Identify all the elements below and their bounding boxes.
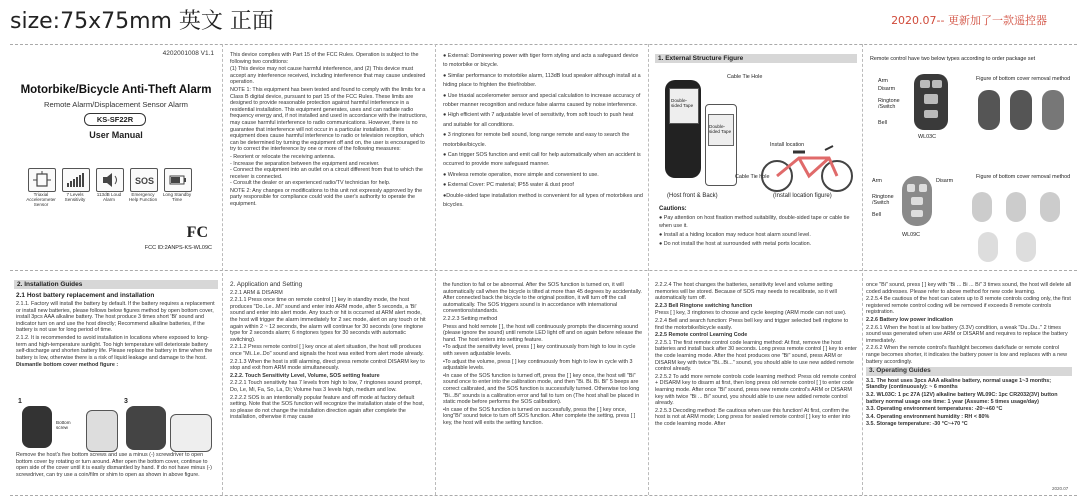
dismantle-instructions — [16, 452, 216, 479]
installation-heading: 2. Installation Guides — [14, 280, 218, 289]
operating-guides-heading: 3. Operating Guides — [866, 367, 1072, 376]
r1-open-step-3 — [1042, 90, 1064, 130]
page-size-title: size:75x75mm 英文 正面 — [10, 9, 274, 34]
fcc-p1: This device complies with Part 15 of the FCC Rules. Operation is subject to the following two conditions: — [230, 52, 419, 65]
guide-item: 3.1. The host uses 3pcs AAA alkaline battery, normal usage 1~3 months; Standby (continuously): ~ 6 months — [866, 377, 1052, 391]
bottom-band-border — [10, 495, 1077, 496]
setting-method-heading: 2.2.2.3 Setting method — [443, 315, 498, 322]
feature-item: ● External: Domineering power with tiger form styling and acts a safeguard device to motorbike or bicycle. — [443, 53, 639, 69]
sos-icon — [130, 168, 158, 192]
cable-tie-hole-bottom: Cable Tie hole — [735, 174, 770, 180]
col3-p6: •In case of the SOS function is turned on successfully, press the [ ] key once, long"Bi" sound twice to turn off SOS function. After complete the setting, press [ ] key, the host will exits the setting function. — [443, 406, 636, 426]
host-bottom-figure — [22, 406, 52, 448]
panel-divider-3 — [648, 44, 649, 495]
r1-bell-label: Bell — [878, 120, 887, 126]
caption-install: (Install location figure) — [773, 193, 832, 199]
fcc-m1: - Reorient or relocate the receiving antenna. — [230, 153, 336, 160]
r2-open-step-1 — [972, 192, 992, 222]
top-band-border — [10, 44, 1077, 45]
fcc-statement — [230, 52, 430, 209]
loud-alarm-icon-label: 113dB Loud Alarm — [96, 192, 122, 202]
r2-figure-note: Figure of bottom cover removal method — [976, 174, 1071, 180]
structure-heading: 1. External Structure Figure — [655, 54, 857, 63]
dismantle-caption: Dismantle bottom cover method figure : — [16, 362, 119, 369]
fcc-m3: - Connect the equipment into an outlet on a circuit different from that to which the receiver is connected. — [230, 167, 423, 180]
print-date: 2020.07 — [1052, 486, 1069, 491]
caution-item: ● Do not install the host at surrounded with metal ports location. — [659, 241, 812, 247]
double-tape-label-1: Double-sided Tape — [671, 98, 694, 108]
figure-step-1: 1 — [18, 398, 22, 405]
col5-p2: 2.2.5.4 Be cautious of the host can caters up to 8 remote controls coding only, the first registered remote control coding will be removed if exceeds 8 remote controls registration. — [866, 296, 1071, 316]
feature-item: ● High efficient with 7 adjustable level of sensitivity, from soft touch to push heat and suitable for all conditions. — [443, 112, 634, 128]
r2-disarm-label: Disarm — [936, 178, 954, 184]
feature-item: ● Wireless remote operation, more simple and convenient to use. — [443, 171, 599, 178]
r2-arm-label: Arm — [872, 178, 882, 184]
col5-p1: once "Bi" sound, press [ ] key with "Bi ... Bi ... Bi" 3 times sound, the host will delete all coded addresses. Please refer to above method for new code learning. — [866, 282, 1072, 295]
remote-wl09c-bell-button — [911, 210, 923, 217]
standby-icon — [164, 168, 192, 192]
install-p1: 2.1.1. Factory will install the battery by default. If the battery requires a replacement or install new batteries, please follows below figures method by open bottom cover, install 3pcs AAA alkaline battery. The host produce 3 times short 'Bi' sound and indicator turn on and use the host directly; Recommend alkaline batteries, if the battery is not use for long period of time. — [16, 301, 215, 334]
col5-p3: 2.2.6.1 When the host is at low battery (3.3V) condition, a weak "Du..Du.." 2 times sound was generated when use ARM or DISARM and requires to replace the battery immediately. — [866, 324, 1068, 344]
remote-wl09c-arm-button — [907, 184, 915, 192]
r2-model: WL09C — [902, 232, 920, 238]
standby-icon-label: Long Standby Time — [162, 192, 192, 202]
r2-open-step-4 — [978, 232, 998, 262]
remote-wl09c-ringtone-button — [911, 197, 923, 205]
col4-p5: 2.2.5.2 To add more remote controls code learning method: Press old remote control + DISARM key to disarm at first, then long press old remote control [ ] to enter code learning mode. After once "Bi" sound, press new remote control's ARM or DISARM key with twice "Bi ... Bi" sound, you should able to use new added remote control already. — [655, 373, 857, 407]
guide-item: 3.5. Storage temperature: -30 °C~+70 °C — [866, 421, 968, 428]
fcc-m4: - Consult the dealer or an experienced radio/TV technician for help. — [230, 180, 391, 187]
col4-p4: 2.2.5.1 The first remote control code learning method: At first, remove the host batteries and install back after 30 seconds. Long press remote control [ ] key to enter the code learning mode. After the host produces one "Bi" sound, press ARM or DISARM key with twice "Bi...Bi..." sound, you should able to use new added remote control already. — [655, 339, 857, 373]
install-text — [16, 301, 216, 370]
r2-bell-label: Bell — [872, 212, 881, 218]
product-code: 4202001008 V1.1 — [162, 50, 214, 57]
learning-code-heading: 2.2.5 Remote control Learning Code — [655, 332, 748, 339]
feature-item: ● Similar performance to motorbike alarm, 113dB loud speaker although install at a hiding place to frighten the thief/robber. — [443, 72, 641, 89]
features-list — [443, 52, 643, 212]
settings-panel — [443, 282, 643, 427]
fcc-p4: NOTE 2: Any changes or modifications to this unit not expressly approved by the party responsible for compliance could void the user's authority to operate the equipment. — [230, 187, 423, 208]
feature-item: ● External Cover: PC material; IP55 water & dust proof — [443, 182, 574, 189]
fcc-p3: NOTE 1: This equipment has been tested and found to comply with the limits for a Class B digital device, pursuant to part 15 of the FCC Rules. These limits are designed to provide reasonable protection against harmful interference in a residential installation. This equipment generates, uses and can radiate radio frequency energy and, if not installed and used in accordance with the instructions, may cause harmful interference to radio communications. However, there is no guarantee that interference will not occur in a particular installation. If this equipment does cause harmful interference to radio or television reception, which can be determined by turning the equipment off and on, the user is encouraged to try to correct the interference by one or more of the following measures: — [230, 86, 428, 153]
application-heading: 2. Application and Setting — [230, 281, 303, 288]
cover-panel — [14, 46, 218, 268]
install-p3: Remove the host's five bottom screws and use a minus (-) screwdriver to open bottom cover by rotating or turn around. After open the bottom cover, continue to open side of the cover until it is easily dismantled by hand. If do not have minus (-) screwdriver, can try use a coin/film or shim to open as shown in above figure. — [16, 452, 212, 478]
battery-compartment-figure — [170, 414, 212, 452]
screwdriver-step-figure — [86, 410, 118, 452]
fcc-p2: (1) This device may not cause harmful interference, and (2) This device must accept any interference received, including interference that may cause undesired operation. — [230, 66, 426, 86]
fcc-id: FCC ID:2ANPS-KS-WL09C — [144, 245, 212, 251]
installation-panel — [14, 280, 218, 492]
cautions-title: Cautions: — [659, 206, 687, 212]
arm-disarm-heading: 2.2.1 ARM & DISARM — [230, 289, 283, 296]
open-cover-figure — [126, 406, 166, 450]
panel-divider-4 — [862, 44, 863, 495]
application-panel — [230, 282, 430, 422]
feature-item: ● 3 ringtones for remote bell sound, long range remote and easy to search the motorbike/bicycle. — [443, 132, 630, 148]
caution-item: ● Install at a hiding location may reduce host alarm sound level. — [659, 232, 811, 238]
bottom-screw-label: Bottom screw — [56, 420, 71, 430]
remotes-intro: Remote control have two below types according to order package set — [870, 56, 1036, 62]
guide-item: 3.3. Operating environment temperatures: -20~+60 °C — [866, 406, 1003, 413]
install-location-label: Install location — [770, 142, 805, 148]
loud-alarm-icon — [96, 168, 124, 192]
r1-figure-note: Figure of bottom cover removal method — [976, 76, 1071, 82]
sensitivity-icon-label: 7 Levels Sensitivity — [64, 192, 86, 202]
figure-step-3: 3 — [124, 398, 128, 405]
col4-p1: 2.2.2.4 The host changes the batteries, sensitivity level and volume setting memories will be stored. Because of SOS may needs to recalibrate, so it will automatically turn off. — [655, 282, 837, 302]
col3-p5: •In case of the SOS function is turned off, press the [ ] key once, the host will "Bi" sound once to enter into the calibration mode, and then "Bi. Bi. Bi. Bi" 5 beeps are correct calibrated, and the SOS function is successfully turned. Otherwise too long "Bi...Bi" sounds is a calibration error and fail to turn on (The host shall be placed in static mode before performs the SOS calibration). — [443, 372, 640, 406]
col4-p3: 2.2.4 Bell and search function: Press bell key and trigger selected bell ringtone to find the motorbike/bicycle easily. — [655, 317, 849, 331]
r2-open-step-5 — [1016, 232, 1036, 262]
app-p1: 2.2.1.1 Press once time on remote control [ ] key in standby mode, the host produces "Do..Le...Mi" sound and enter into ARM mode, after 5 seconds, a 'Bi' sound and enter into alert mode. Any touch or hit is occurred at ARM alert mode, the host will trigger the alarm immediately for 2 sec mode, alert on any touch or hit again within 2 ~ 12 seconds, the alarm will continue for 30 seconds (one ringtone type for 2 seconds alarm; 6 ringtones types for 30 seconds with automatic switching). — [230, 297, 426, 343]
sos-icon-label: Emergency Help Function — [128, 192, 158, 202]
operating-panel — [866, 282, 1072, 429]
col4-p6: 2.2.5.3 Decoding method: Be cautious when use this function! At first, confirm the host is not at ARM mode; Long press for sealed remote control [ ] key to enter into the code learning mode. After — [655, 407, 851, 427]
app-p2: 2.2.1.2 Press remote control [ ] key once at alert situation, the host will produces once "Mi..Le..Do" sound and signals the host was exited from alert mode already. — [230, 344, 424, 357]
guide-item: 3.2. WL03C: 1 pc 27A (12V) alkaline battery WL09C: 1pc CR2032(3V) button battery normal usage one time: 1 year (Assume: 5 times usage/day) — [866, 391, 1058, 405]
cover-subtitle: Remote Alarm/Displacement Sensor Alarm — [44, 100, 188, 109]
r1-arm-label: Arm — [878, 78, 888, 84]
app-p5: 2.2.2.2 SOS is an intentionally popular feature and off mode at factory default setting. Note that the SOS function will recognize the installation state of the host, so please do not change the installation direction again after complete the installation, otherwise it may cause — [230, 394, 425, 421]
panel-divider-1 — [222, 44, 223, 495]
r2-open-step-2 — [1006, 192, 1026, 222]
cover-title: Motorbike/Bicycle Anti-Theft Alarm — [20, 84, 212, 96]
middle-divider — [10, 270, 1077, 271]
model-badge: KS-SF22R — [84, 113, 146, 126]
bell-ringtone-heading: 2.2.3 Bell Ringtone switching function — [655, 302, 753, 309]
feature-item: ●Double-sided tape installation method is convenient for all types of motorbikes and bicycles. — [443, 192, 643, 209]
r1-open-step-2 — [1010, 90, 1032, 130]
double-tape-label-2: Double-sided Tape — [709, 124, 732, 134]
caption-host: (Host front & Back) — [667, 193, 718, 199]
remote-wl03c-arm-button — [920, 80, 930, 88]
r1-open-step-1 — [978, 90, 1000, 130]
fcc-m2: - Increase the separation between the equipment and receiver. — [230, 160, 380, 167]
col5-p4: 2.2.6.2 When the remote control's flashlight becomes dark/fade or remote control range becomes shorter, it indicates the battery power is low and replaces with a new battery accordingly. — [866, 345, 1068, 365]
r1-model: WL03C — [918, 134, 936, 140]
sensitivity-icon — [62, 168, 90, 192]
caution-item: ● Pay attention on host fixation method suitability, double-sided tape or cable tie when use it. — [659, 215, 850, 229]
panel-divider-2 — [435, 44, 436, 495]
remote-wl09c-disarm-button — [919, 184, 927, 192]
svg-text:SOS: SOS — [135, 176, 155, 186]
install-p2: 2.1.2. It is recommended to avoid installation in locations where exposed to long-term and high-temperature sunlight. Too high temperature will deteriorate battery self-discharge and shorten battery life. Please replace the battery in time when the battery is low, otherwise there is a risk of liquid leakage and damage to the host. — [16, 334, 213, 361]
feature-item: ● Can trigger SOS function and emit call for help automatically when an accident is occurred to provide more safeguard manner. — [443, 152, 641, 168]
remotes-panel — [866, 54, 1076, 268]
cable-tie-hole-top: Cable Tie Hole — [727, 74, 763, 80]
fcc-logo: FC — [186, 224, 208, 241]
sensor-icon — [28, 168, 56, 192]
sensor-icon-label: Triaxial Accelerometer Sensor — [26, 192, 56, 207]
battery-subheading: 2.1 Host battery replacement and installation — [16, 292, 155, 299]
user-manual-label: User Manual — [89, 130, 143, 140]
app-p3: 2.2.1.3 When the host is still alarming, direct press remote control DISARM key to stop and exit from ARM mode simultaneously. — [230, 358, 425, 372]
app-p4: 2.2.2.1 Touch sensitivity has 7 levels from high to low, 7 ringtones sound prompt, Do, Le, Mi, Fa, So, La, Di; Volume has 3 levels high, medium and low. — [230, 380, 422, 393]
r1-ringtone-label: Ringtone /Switch — [878, 98, 900, 110]
learning-code-panel — [655, 282, 857, 428]
remote-wl03c-disarm-button — [932, 80, 942, 88]
remote-wl03c-ringtone-button — [924, 94, 938, 104]
feature-item: ● Use triaxial accelerometer sensor and special calculation to increase accuracy of robber manner recognition and reduce false alarms caused by noise interference. — [443, 92, 641, 109]
r2-ringtone-label: Ringtone /Switch — [872, 194, 894, 206]
col3-p3: •To adjust the sensitivity level, press [ ] key continuously from high to low in cycle with seven adjustable levels. — [443, 344, 636, 357]
col4-p2: Press [ ] key, 3 ringtones to choose and cycle keeping (ARM mode can not use). — [655, 310, 847, 317]
r2-open-step-3 — [1040, 192, 1060, 222]
battery-low-heading: 2.2.6 Battery low power indication — [866, 316, 953, 323]
r1-disarm-label: Disarm — [878, 86, 896, 92]
touch-sensitivity-heading: 2.2.2. Touch Sensitivity Level, Volume, SOS setting feature — [230, 372, 380, 379]
cautions-list — [659, 214, 855, 249]
structure-panel — [655, 54, 858, 268]
col3-p2: Press and hold remote [ ], the host will continuously prompts the discerning sound (please ignore the sound) until remote LED light off and on again before release the hand. The host enters into setting feature. — [443, 323, 643, 343]
update-note: 2020.07-- 更新加了一款遥控器 — [891, 14, 1047, 27]
col3-p1: the function to fail or be abnormal. After the SOS function is turned on, it will automatically call when the bicycle is tilted at more than 45 degrees by accidentally. After connected back the bicycle to the original position, it will turn off the call automatically. The SOS triggers sound is in accordance with international conventions/standards. — [443, 282, 642, 315]
remote-wl03c-bell-button — [924, 110, 938, 118]
col3-p4: •To adjust the volume, press [ ] key continuously from high to low in cycle with 3 adjustable levels. — [443, 358, 633, 372]
guide-item: 3.4. Operating environment humidity : RH < 80% — [866, 413, 990, 420]
